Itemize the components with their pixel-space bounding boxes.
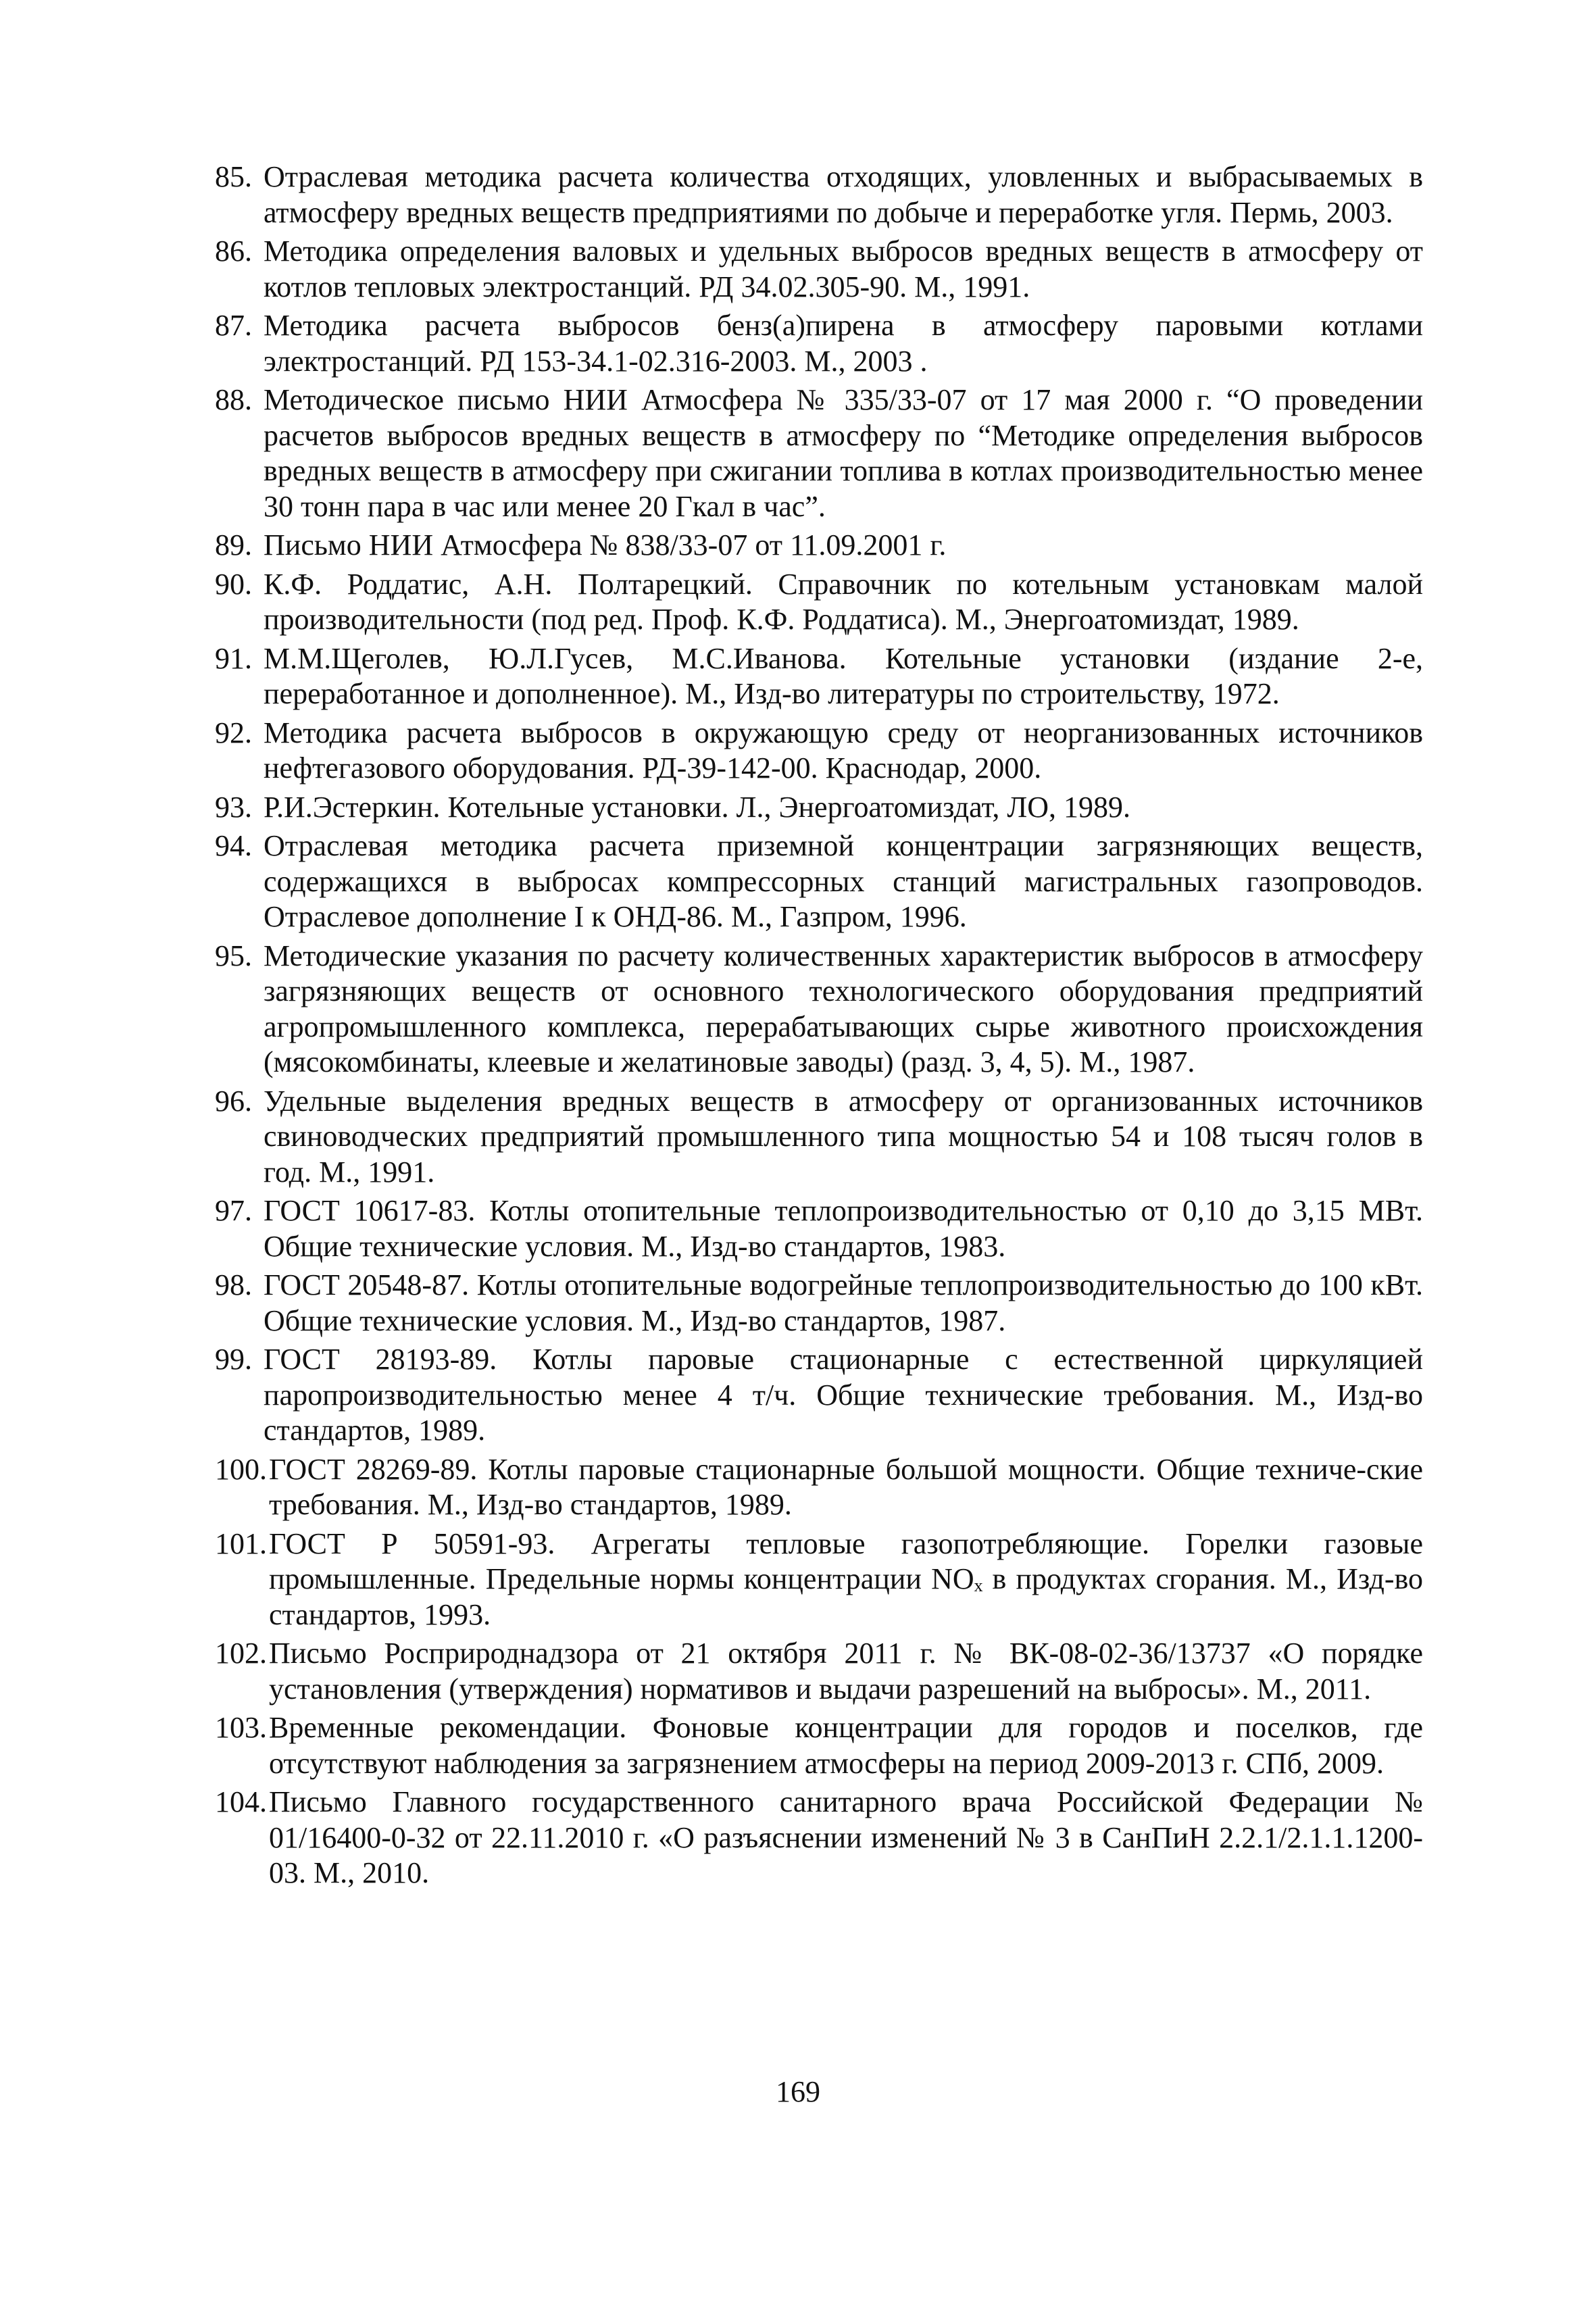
reference-item	[215, 159, 1423, 230]
reference-text: Методика расчета выбросов в окружающую среду от неорганизованных источников нефтегазового оборудования. РД-39-142-00. Краснодар, 2000.	[264, 716, 1423, 785]
reference-item	[215, 382, 1423, 524]
reference-text: Письмо НИИ Атмосфера № 838/33-07 от 11.09.2001 г.	[264, 528, 947, 562]
reference-text: Отраслевая методика расчета количества отходящих, уловленных и выбрасываемых в атмосферу вредных веществ предприятиями по добыче и переработке угля. Пермь, 2003.	[264, 160, 1423, 229]
reference-text: Временные рекомендации. Фоновые концентрации для городов и поселков, где отсутствуют наблюдения за загрязнением атмосферы на период 2009-2013 г. СПб, 2009.	[269, 1711, 1423, 1780]
reference-item	[215, 828, 1423, 935]
reference-number: 92.	[215, 716, 252, 749]
reference-text: Методика определения валовых и удельных выбросов вредных веществ в атмосферу от котлов тепловых электростанций. РД 34.02.305-90. М., 1991.	[264, 234, 1423, 303]
reference-item	[215, 716, 1423, 787]
reference-text: ГОСТ 28193-89. Котлы паровые стационарные с естественной циркуляцией паропроизводительностью менее 4 т/ч. Общие технические требования. М., Изд-во стандартов, 1989.	[264, 1343, 1423, 1447]
reference-list	[215, 159, 1423, 1895]
reference-item	[215, 528, 1423, 564]
reference-item	[215, 1084, 1423, 1191]
reference-number: 94.	[215, 829, 252, 862]
reference-number: 98.	[215, 1268, 252, 1301]
reference-number: 93.	[215, 790, 252, 824]
reference-text: Письмо Главного государственного санитарного врача Российской Федерации № 01/16400-0-32 от 22.11.2010 г. «О разъяснении изменений № 3 в СанПиН 2.2.1/2.1.1.1200-03. М., 2010.	[269, 1785, 1423, 1889]
reference-item	[215, 1193, 1423, 1264]
reference-text: ГОСТ 20548-87. Котлы отопительные водогрейные теплопроизводительностью до 100 кВт. Общие технические условия. М., Изд-во стандартов, 1987.	[264, 1268, 1423, 1337]
reference-item	[215, 234, 1423, 305]
reference-number: 85.	[215, 160, 252, 193]
reference-number: 90.	[215, 567, 252, 601]
reference-text: Методика расчета выбросов бенз(а)пирена в атмосферу паровыми котлами электростанций. РД 153-34.1-02.316-2003. М., 2003 .	[264, 309, 1423, 378]
reference-text: ГОСТ 10617-83. Котлы отопительные теплопроизводительностью от 0,10 до 3,15 МВт. Общие технические условия. М., Изд-во стандартов, 1983.	[264, 1194, 1423, 1263]
reference-text: М.М.Щеголев, Ю.Л.Гусев, М.С.Иванова. Котельные установки (издание 2-е, переработанное и дополненное). М., Изд-во литературы по строительству, 1972.	[264, 641, 1423, 710]
reference-item	[215, 308, 1423, 379]
reference-item	[215, 1636, 1423, 1707]
reference-text: Методические указания по расчету количественных характеристик выбросов в атмосферу загрязняющих веществ от основного технологического оборудования предприятий агропромышленного комплекса, перерабатывающих сырье животного происхождения (мясокомбинаты, клеевые и желатиновые заводы) (разд. 3, 4, 5). М., 1987.	[264, 939, 1423, 1078]
reference-number: 89.	[215, 528, 252, 562]
reference-number: 88.	[215, 383, 252, 416]
reference-number: 96.	[215, 1084, 252, 1118]
reference-item	[215, 1710, 1423, 1781]
reference-number: 100.	[215, 1452, 267, 1486]
reference-item	[215, 1342, 1423, 1449]
reference-number: 99.	[215, 1343, 252, 1376]
reference-number: 102.	[215, 1637, 267, 1670]
reference-item	[215, 1785, 1423, 1891]
reference-item	[215, 1268, 1423, 1339]
reference-number: 91.	[215, 641, 252, 675]
reference-item	[215, 1452, 1423, 1523]
reference-item	[215, 939, 1423, 1080]
reference-number: 95.	[215, 939, 252, 972]
reference-number: 101.	[215, 1526, 267, 1560]
reference-number: 103.	[215, 1711, 267, 1744]
reference-number: 97.	[215, 1194, 252, 1227]
reference-text: Отраслевая методика расчета приземной концентрации загрязняющих веществ, содержащихся в выбросах компрессорных станций магистральных газопроводов. Отраслевое дополнение I к ОНД-86. М., Газпром, 1996.	[264, 829, 1423, 933]
reference-text: Удельные выделения вредных веществ в атмосферу от организованных источников свиноводческих предприятий промышленного типа мощностью 54 и 108 тысяч голов в год. М., 1991.	[264, 1084, 1423, 1189]
reference-text: К.Ф. Роддатис, А.Н. Полтарецкий. Справочник по котельным установкам малой производительности (под ред. Проф. К.Ф. Роддатиса). М., Энергоатомиздат, 1989.	[264, 567, 1423, 636]
reference-number: 87.	[215, 309, 252, 342]
reference-text: Методическое письмо НИИ Атмосфера № 335/33-07 от 17 мая 2000 г. “О проведении расчетов выбросов вредных веществ в атмосферу по “Методике определения выбросов вредных веществ в атмосферу при сжигании топлива в котлах производительностью менее 30 тонн пара в час или менее 20 Гкал в час”.	[264, 383, 1423, 523]
reference-text: Р.И.Эстеркин. Котельные установки. Л., Энергоатомиздат, ЛО, 1989.	[264, 790, 1131, 824]
reference-item	[215, 790, 1423, 826]
page-number: 169	[776, 2075, 820, 2108]
reference-text: ГОСТ 28269-89. Котлы паровые стационарные большой мощности. Общие техниче-ские требования. М., Изд-во стандартов, 1989.	[269, 1452, 1423, 1521]
reference-item	[215, 1526, 1423, 1633]
reference-item	[215, 641, 1423, 712]
reference-text: Письмо Росприроднадзора от 21 октября 2011 г. № ВК-08-02-36/13737 «О порядке установления (утверждения) нормативов и выдачи разрешений на выбросы». М., 2011.	[269, 1637, 1423, 1706]
reference-text: ГОСТ Р 50591-93. Агрегаты тепловые газопотребляющие. Горелки газовые промышленные. Предельные нормы концентрации NOₓ в продуктах сгорания. М., Изд-во стандартов, 1993.	[269, 1526, 1423, 1631]
reference-number: 104.	[215, 1785, 267, 1818]
reference-item	[215, 567, 1423, 638]
reference-number: 86.	[215, 234, 252, 268]
